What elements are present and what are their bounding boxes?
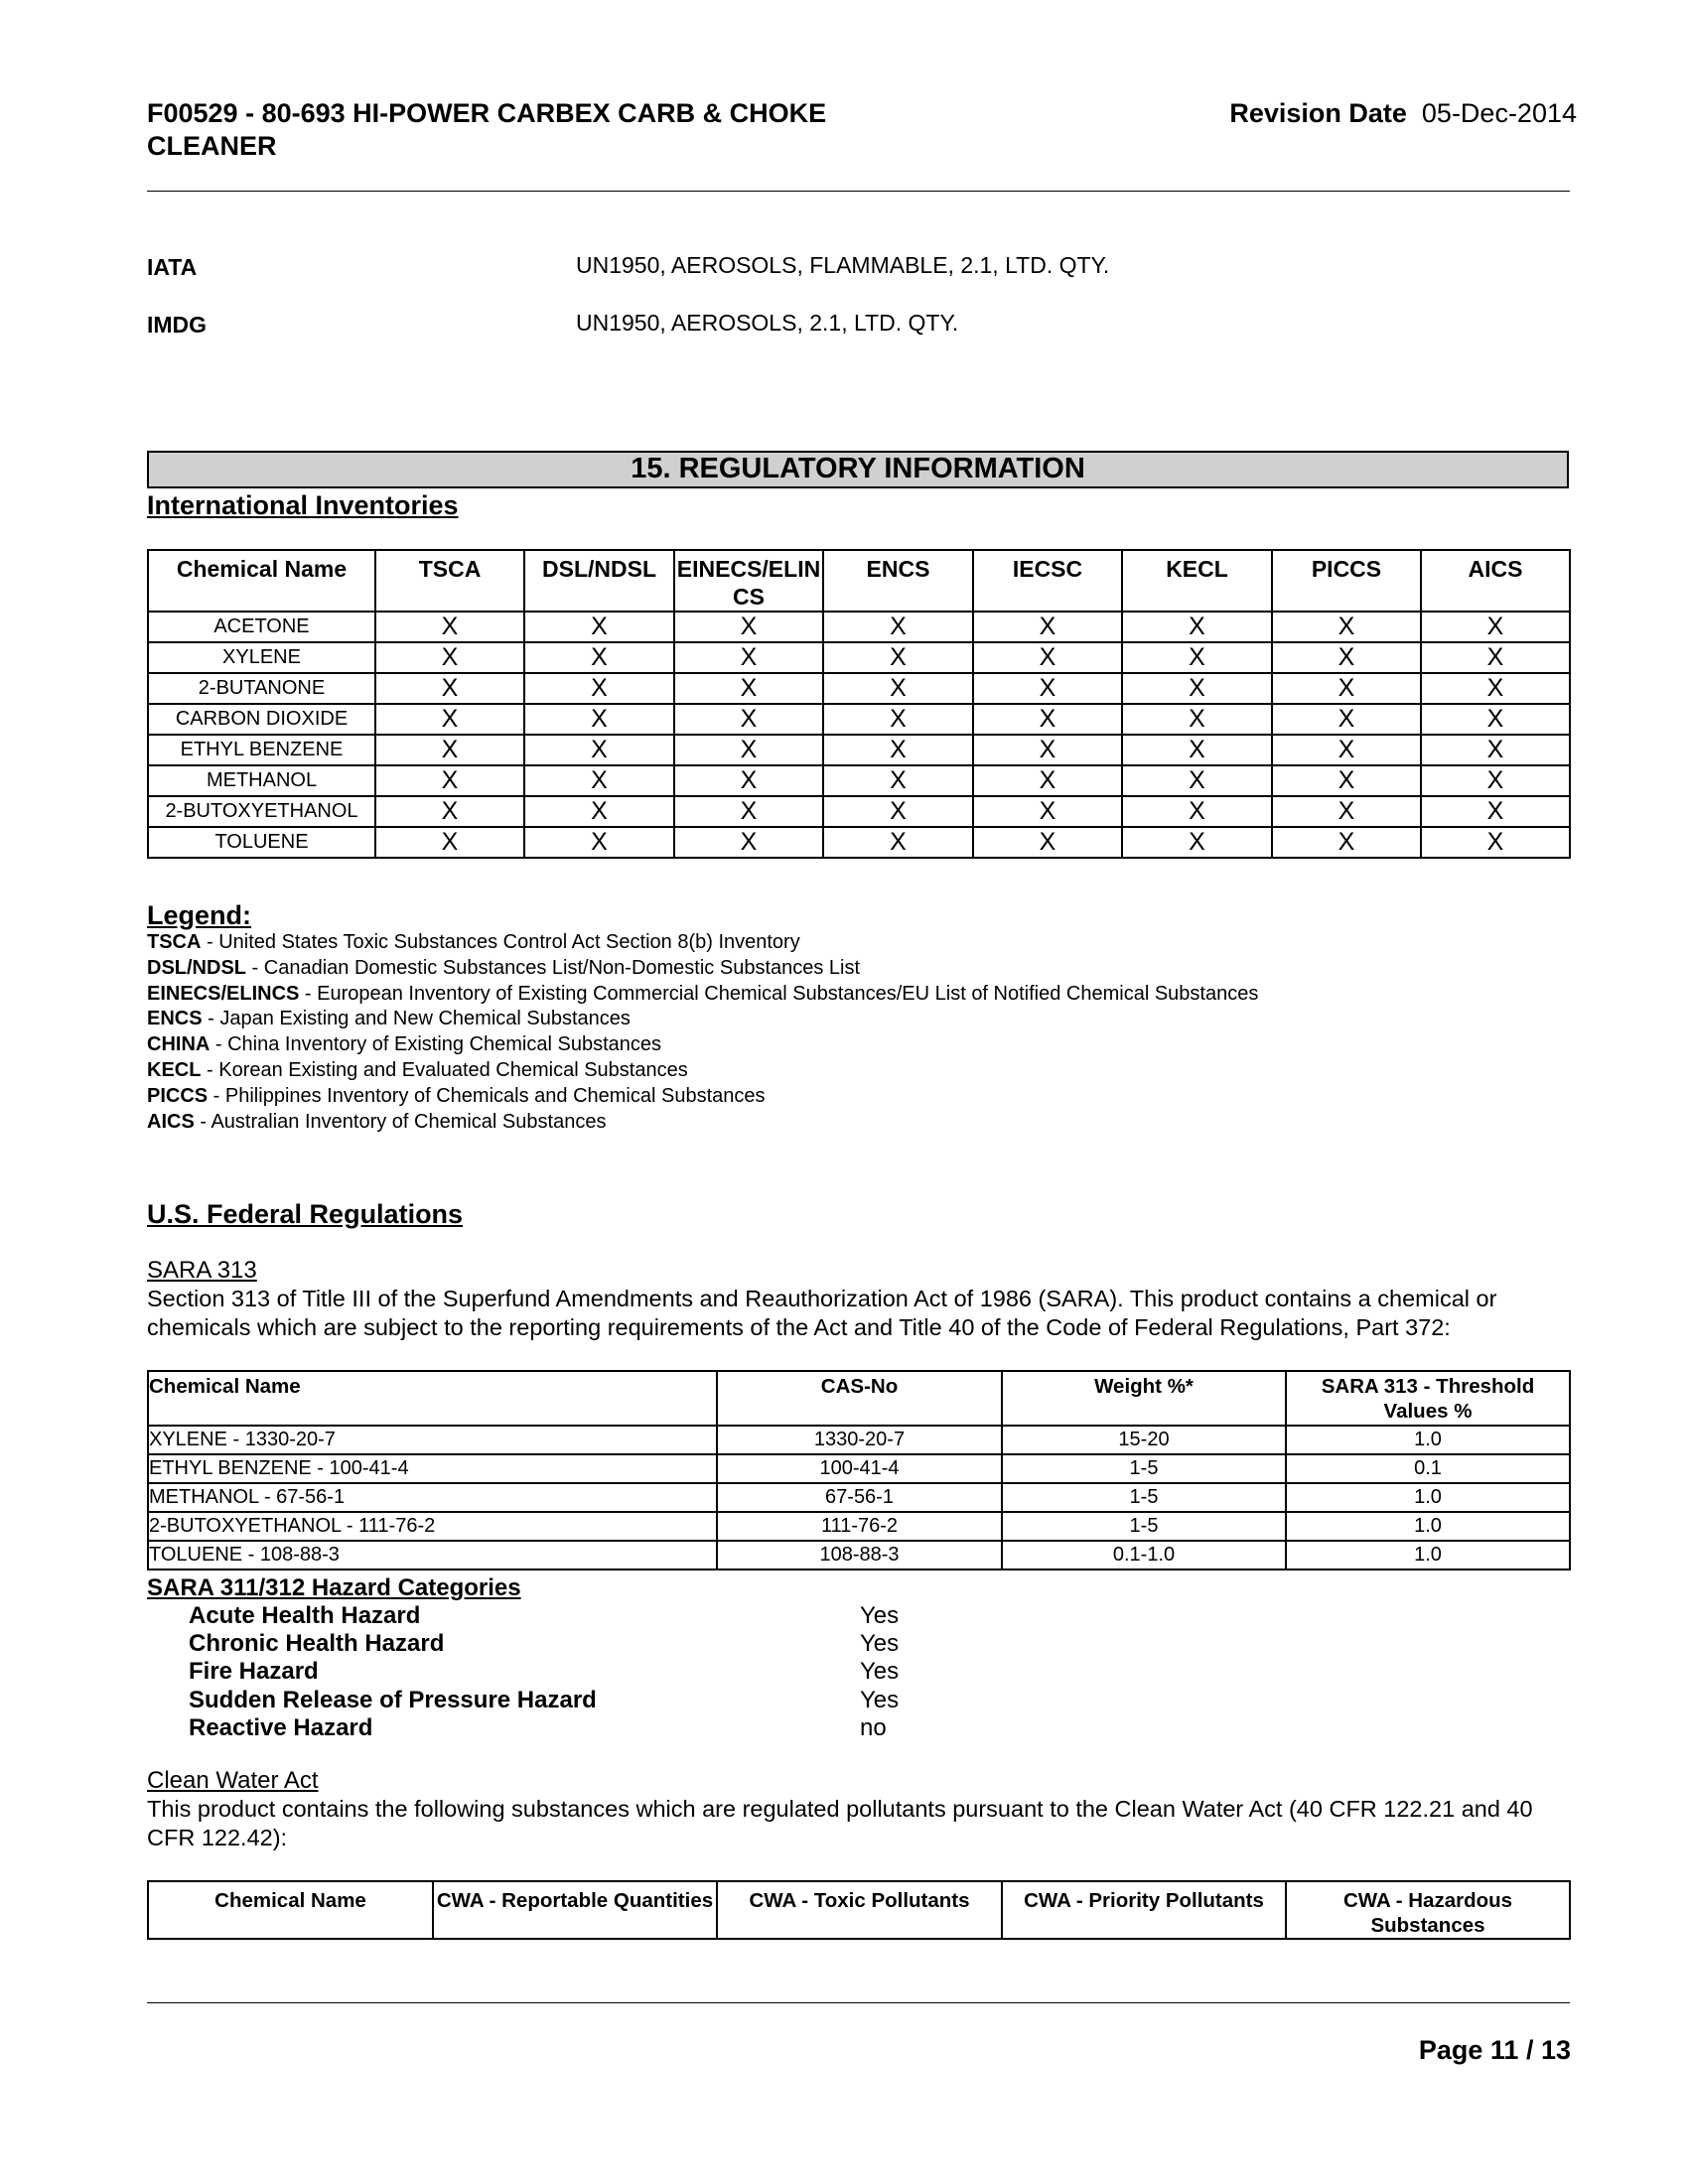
inventory-mark-cell: X: [823, 642, 973, 673]
inventory-mark-cell: X: [375, 673, 524, 704]
legend-text: - China Inventory of Existing Chemical Substances: [210, 1033, 662, 1056]
column-header: Chemical Name: [148, 1881, 433, 1939]
cwa-table: [147, 1880, 1571, 1940]
inventory-mark-cell: X: [973, 704, 1122, 735]
threshold-cell: 1.0: [1286, 1483, 1570, 1512]
revision-date: [1229, 97, 1577, 130]
table-row: [148, 704, 1570, 735]
inventory-mark-cell: X: [1421, 796, 1570, 827]
table-row: [148, 735, 1570, 765]
inventory-mark-cell: X: [375, 704, 524, 735]
hazard-value: no: [860, 1714, 887, 1741]
inventory-mark-cell: X: [674, 612, 823, 642]
inventory-mark-cell: X: [973, 827, 1122, 858]
legend-abbr: AICS: [147, 1110, 195, 1133]
legend-abbr: ENCS: [147, 1008, 203, 1030]
legend-abbr: KECL: [147, 1058, 202, 1081]
chemical-name-cell: ETHYL BENZENE - 100-41-4: [148, 1454, 717, 1483]
inventory-mark-cell: X: [1272, 642, 1421, 673]
chemical-name-cell: CARBON DIOXIDE: [148, 704, 375, 735]
weight-cell: 1-5: [1002, 1483, 1286, 1512]
inventory-mark-cell: X: [1272, 765, 1421, 796]
iata-value: UN1950, AEROSOLS, FLAMMABLE, 2.1, LTD. QTY.: [576, 252, 1110, 278]
legend-abbr: PICCS: [147, 1084, 209, 1107]
table-row: [148, 1454, 1570, 1483]
inventory-mark-cell: X: [524, 796, 674, 827]
legend-text: - European Inventory of Existing Commercial Chemical Substances/EU List of Notified Chemical Substances: [299, 982, 1259, 1005]
legend-text: - Canadian Domestic Substances List/Non-Domestic Substances List: [246, 956, 861, 979]
inventory-mark-cell: X: [823, 612, 973, 642]
sara313-table: [147, 1370, 1571, 1570]
inventory-mark-cell: X: [973, 735, 1122, 765]
cas-no-cell: 1330-20-7: [717, 1426, 1002, 1454]
inventory-mark-cell: X: [1421, 612, 1570, 642]
inventory-mark-cell: X: [524, 673, 674, 704]
inventory-mark-cell: X: [1122, 735, 1272, 765]
cas-no-cell: 67-56-1: [717, 1483, 1002, 1512]
hazard-value: Yes: [860, 1658, 900, 1685]
hazard-categories-heading: SARA 311/312 Hazard Categories: [147, 1574, 521, 1601]
chemical-name-cell: 2-BUTANONE: [148, 673, 375, 704]
legend-item: [147, 982, 1258, 1008]
chemical-name-cell: ETHYL BENZENE: [148, 735, 375, 765]
column-header: CWA - Toxic Pollutants: [717, 1881, 1002, 1939]
chemical-name-cell: ACETONE: [148, 612, 375, 642]
column-header: IECSC: [973, 550, 1122, 612]
column-header: Chemical Name: [148, 550, 375, 612]
legend-item: [147, 1032, 1258, 1058]
inventory-mark-cell: X: [823, 827, 973, 858]
table-row: [148, 1426, 1570, 1454]
cas-no-cell: 111-76-2: [717, 1512, 1002, 1541]
cas-no-cell: 100-41-4: [717, 1454, 1002, 1483]
legend-item: [147, 1007, 1258, 1032]
inventory-mark-cell: X: [524, 704, 674, 735]
footer-divider: [147, 2002, 1570, 2003]
column-header: CWA - Reportable Quantities: [433, 1881, 717, 1939]
inventory-mark-cell: X: [674, 642, 823, 673]
column-header: CAS-No: [717, 1371, 1002, 1426]
inventory-mark-cell: X: [1122, 765, 1272, 796]
hazard-label: Sudden Release of Pressure Hazard: [189, 1687, 597, 1713]
inventory-mark-cell: X: [1272, 673, 1421, 704]
inventory-mark-cell: X: [524, 827, 674, 858]
inventory-mark-cell: X: [375, 735, 524, 765]
revision-date-value: 05-Dec-2014: [1421, 98, 1577, 128]
chemical-name-cell: 2-BUTOXYETHANOL: [148, 796, 375, 827]
legend-item: [147, 1084, 1258, 1110]
inventory-mark-cell: X: [823, 765, 973, 796]
hazard-value: Yes: [860, 1687, 900, 1713]
threshold-cell: 1.0: [1286, 1512, 1570, 1541]
section-title-bar: 15. REGULATORY INFORMATION: [147, 451, 1569, 488]
inventory-mark-cell: X: [674, 765, 823, 796]
legend-item: [147, 930, 1258, 956]
threshold-cell: 1.0: [1286, 1541, 1570, 1570]
inventory-mark-cell: X: [375, 642, 524, 673]
inventory-mark-cell: X: [674, 796, 823, 827]
inventory-mark-cell: X: [1421, 827, 1570, 858]
intl-inventories-heading: International Inventories: [147, 490, 459, 520]
legend-list: [147, 930, 1258, 1135]
legend-item: [147, 1058, 1258, 1084]
column-header: PICCS: [1272, 550, 1421, 612]
column-header: CWA - Priority Pollutants: [1002, 1881, 1286, 1939]
inventory-mark-cell: X: [1421, 735, 1570, 765]
column-header: CWA - Hazardous Substances: [1286, 1881, 1570, 1939]
chemical-name-cell: XYLENE - 1330-20-7: [148, 1426, 717, 1454]
legend-abbr: CHINA: [147, 1033, 211, 1056]
column-header: EINECS/ELINCS: [674, 550, 823, 612]
inventory-mark-cell: X: [524, 765, 674, 796]
page-number: Page 11 / 13: [1418, 2035, 1571, 2065]
us-federal-heading: U.S. Federal Regulations: [147, 1199, 464, 1229]
weight-cell: 0.1-1.0: [1002, 1541, 1286, 1570]
sara313-heading: SARA 313: [147, 1257, 257, 1284]
table-row: [148, 642, 1570, 673]
table-row: [148, 1512, 1570, 1541]
inventory-mark-cell: X: [674, 673, 823, 704]
legend-item: [147, 1110, 1258, 1136]
revision-label: Revision Date: [1229, 98, 1407, 128]
inventory-mark-cell: X: [375, 827, 524, 858]
hazard-label: Chronic Health Hazard: [189, 1630, 445, 1657]
inventory-mark-cell: X: [1421, 704, 1570, 735]
legend-text: - United States Toxic Substances Control Act Section 8(b) Inventory: [201, 931, 800, 953]
inventory-mark-cell: X: [823, 673, 973, 704]
hazard-label: Reactive Hazard: [189, 1714, 373, 1741]
inventory-mark-cell: X: [674, 704, 823, 735]
inventory-mark-cell: X: [1122, 612, 1272, 642]
weight-cell: 1-5: [1002, 1512, 1286, 1541]
table-row: [148, 612, 1570, 642]
inventory-mark-cell: X: [1272, 704, 1421, 735]
threshold-cell: 1.0: [1286, 1426, 1570, 1454]
inventory-mark-cell: X: [1122, 673, 1272, 704]
table-row: [148, 1483, 1570, 1512]
clean-water-heading: Clean Water Act: [147, 1767, 319, 1794]
header-divider: [147, 191, 1570, 192]
chemical-name-cell: METHANOL: [148, 765, 375, 796]
threshold-cell: 0.1: [1286, 1454, 1570, 1483]
inventory-mark-cell: X: [973, 796, 1122, 827]
column-header: Weight %*: [1002, 1371, 1286, 1426]
imdg-label: IMDG: [147, 312, 208, 338]
legend-text: - Philippines Inventory of Chemicals and Chemical Substances: [208, 1084, 766, 1107]
column-header: TSCA: [375, 550, 524, 612]
sara313-description: Section 313 of Title III of the Superfund Amendments and Reauthorization Act of 1986 (SARA). This product contains a chemical or chemicals which are subject to the reporting requirements of the Act and Title 40 of the Code of Federal Regulations, Part 372:: [147, 1286, 1497, 1340]
cas-no-cell: 108-88-3: [717, 1541, 1002, 1570]
inventory-mark-cell: X: [973, 642, 1122, 673]
table-row: [148, 1541, 1570, 1570]
legend-text: - Korean Existing and Evaluated Chemical Substances: [201, 1058, 688, 1081]
inventory-mark-cell: X: [1272, 612, 1421, 642]
inventory-mark-cell: X: [823, 735, 973, 765]
inventory-mark-cell: X: [375, 612, 524, 642]
inventory-mark-cell: X: [1122, 796, 1272, 827]
inventory-mark-cell: X: [1122, 704, 1272, 735]
clean-water-description: This product contains the following substances which are regulated pollutants pursuant to the Clean Water Act (40 CFR 122.21 and 40 CFR 122.42):: [147, 1796, 1533, 1850]
inventory-mark-cell: X: [973, 673, 1122, 704]
hazard-value: Yes: [860, 1602, 900, 1629]
legend-item: [147, 956, 1258, 982]
inventory-mark-cell: X: [674, 735, 823, 765]
legend-abbr: DSL/NDSL: [147, 956, 246, 979]
inventory-mark-cell: X: [524, 735, 674, 765]
inventory-mark-cell: X: [375, 796, 524, 827]
table-row: [148, 796, 1570, 827]
inventory-mark-cell: X: [1272, 735, 1421, 765]
inventory-mark-cell: X: [1421, 765, 1570, 796]
hazard-value: Yes: [860, 1630, 900, 1657]
column-header: Chemical Name: [148, 1371, 717, 1426]
cwa-header-row: [148, 1881, 1570, 1939]
chemical-name-cell: TOLUENE: [148, 827, 375, 858]
table-row: [148, 827, 1570, 858]
hazard-label: Acute Health Hazard: [189, 1602, 421, 1629]
chemical-name-cell: 2-BUTOXYETHANOL - 111-76-2: [148, 1512, 717, 1541]
inventory-mark-cell: X: [375, 765, 524, 796]
inventory-mark-cell: X: [1122, 827, 1272, 858]
legend-text: - Australian Inventory of Chemical Substances: [194, 1110, 607, 1133]
inventory-mark-cell: X: [823, 796, 973, 827]
document-title: F00529 - 80-693 HI-POWER CARBEX CARB & CHOKE CLEANER: [147, 98, 827, 161]
chemical-name-cell: XYLENE: [148, 642, 375, 673]
inventory-mark-cell: X: [1122, 642, 1272, 673]
legend-abbr: EINECS/ELINCS: [147, 982, 300, 1005]
column-header: ENCS: [823, 550, 973, 612]
column-header: KECL: [1122, 550, 1272, 612]
inventory-table: [147, 549, 1571, 859]
hazard-label: Fire Hazard: [189, 1658, 319, 1685]
inventory-mark-cell: X: [1272, 827, 1421, 858]
chemical-name-cell: TOLUENE - 108-88-3: [148, 1541, 717, 1570]
inventory-mark-cell: X: [674, 827, 823, 858]
inventory-mark-cell: X: [973, 765, 1122, 796]
column-header: SARA 313 - Threshold Values %: [1286, 1371, 1570, 1426]
sara313-header-row: [148, 1371, 1570, 1426]
column-header: DSL/NDSL: [524, 550, 674, 612]
inventory-mark-cell: X: [1272, 796, 1421, 827]
imdg-value: UN1950, AEROSOLS, 2.1, LTD. QTY.: [576, 310, 959, 336]
inventory-mark-cell: X: [823, 704, 973, 735]
inventory-mark-cell: X: [1421, 642, 1570, 673]
column-header: AICS: [1421, 550, 1570, 612]
inventory-mark-cell: X: [973, 612, 1122, 642]
inventory-mark-cell: X: [1421, 673, 1570, 704]
weight-cell: 15-20: [1002, 1426, 1286, 1454]
weight-cell: 1-5: [1002, 1454, 1286, 1483]
inventory-header-row: [148, 550, 1570, 612]
table-row: [148, 765, 1570, 796]
legend-text: - Japan Existing and New Chemical Substances: [202, 1008, 631, 1030]
legend-title: Legend:: [147, 900, 251, 930]
inventory-mark-cell: X: [524, 642, 674, 673]
iata-label: IATA: [147, 254, 198, 280]
table-row: [148, 673, 1570, 704]
inventory-mark-cell: X: [524, 612, 674, 642]
chemical-name-cell: METHANOL - 67-56-1: [148, 1483, 717, 1512]
legend-abbr: TSCA: [147, 931, 202, 953]
